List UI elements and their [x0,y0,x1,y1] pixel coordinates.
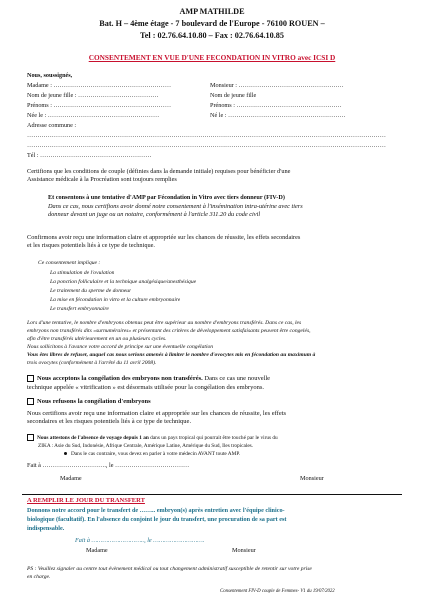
implies-item: La ponction folliculaire et la technique analgésique/anesthésique [50,279,197,285]
footer-version: Consentement FIV-D couple de Femmes- V1 du 19/07/2022 [220,589,335,594]
ps-line: PS : Veuillez signaler au centre tout évènement médical ou tout changement administratif susceptible de retentir sur votre prise [27,566,312,572]
tentative-line: Vous êtes libres de refuser, auquel cas nous serions amenés à limiter le nombre d'ovocytes mis en fécondation au maximum à [27,352,316,358]
transfer-madame-label: Madame [86,547,108,554]
certify-paragraph: Certifions que les conditions de couple (définies dans la demande initiale) requises pour bénéficier d'une Assistance médicale à la Procréation sont toujours remplies [27,168,291,184]
accept-freezing-option[interactable]: Nous acceptons la congélation des embryons non transférés. Dans ce cas une nouvelle [27,375,270,383]
address-label: Adresse commune : [27,122,77,129]
org-name: AMP MATHILDE [179,7,245,16]
refuse-freezing-option[interactable]: Nous refusons la congélation d'embryons [27,398,151,406]
address-line-2[interactable]: ………………………………………………………………………………………………………………………………………………………… [27,142,386,149]
birth-date-field-right[interactable]: Né le : ………………………………………………… [210,112,346,119]
birth-date-field-left[interactable]: Née le : ……………………………………………… [27,112,160,119]
refuse-freezing-checkbox[interactable] [27,398,34,405]
implies-heading: Ce consentement implique : [38,260,101,266]
travel-checkbox[interactable] [27,434,34,441]
implies-item: Le traitement du sperme de donneur [50,288,132,294]
monsieur-field[interactable]: Monsieur : …………………………………………… [210,82,344,89]
transfer-line-1: Donnons notre accord pour le transfert de …….. embryon(s) après entretien avec l'équipe clinico- [27,507,285,514]
travel-countries: ZIKA : Asie du Sud, Indonésie, Afrique Centrale, Amérique Latine, Amérique du Sud, Iles tropicales. [38,443,254,449]
implies-item: Le transfert embryonnaire [50,306,109,312]
ps-line: en charge. [27,574,51,580]
maiden-name-field-left[interactable]: Nom de jeune fille : ………………………………… [27,92,159,99]
signature-monsieur-label: Monsieur [300,475,324,482]
tentative-line: Nous sollicitons à l'avance votre accord de principe sur une éventuelle congélation [27,344,214,350]
transfer-place-date-field[interactable]: Fait à ……………………….., le ………………………. [75,537,205,544]
intro-text: Nous, soussignés, [27,72,73,79]
accept-freezing-detail: technique appelée « vitrification » est désormais utilisée pour la congélation des embryons. [27,384,264,391]
transfer-monsieur-label: Monsieur [232,547,256,554]
section-divider [22,494,402,495]
address-line-1[interactable]: ………………………………………………………………………………………………………………………………………………………… [27,132,386,139]
bullet-icon [64,452,67,455]
maiden-name-field-right[interactable]: Nom de jeune fille [210,92,257,99]
transfer-heading: A REMPLIR LE JOUR DU TRANSFERT [27,497,145,504]
place-date-field[interactable]: Fait à …………………………., le ……………………………… [27,462,190,469]
transfer-line-3: indispensable. [27,525,65,532]
transfer-line-2: biologique (facultatif). En l'absence du conjoint le jour du transfert, une procuration de sa part est [27,516,287,523]
org-phones: Tel : 02.76.64.10.80 – Fax : 02.76.64.10.85 [140,31,284,40]
document-title: CONSENTEMENT EN VUE D'UNE FECONDATION IN VITRO avec ICSI D [88,53,336,62]
tentative-line: Lors d'une tentative, le nombre d'embryons obtenus peut être supérieur au nombre d'embryons transférés. Dans ce cas, les [27,320,302,326]
phone-field[interactable]: Tél : ……………………………………………… [27,152,152,159]
travel-attestation[interactable]: Nous attestons de l'absence de voyage depuis 1 an dans un pays tropical qui pourrait être touché par le virus du [27,434,278,442]
tentative-line: embryons non transférés dits «surnuméraires» et présentant des critères de développement satisfaisants peuvent être congelés, [27,328,311,334]
fivd-heading: Et consentons à une tentative d'AMP par Fécondation in Vitro avec tiers donneur (FIV-D) [48,194,285,201]
tentative-line: afin d'être transférés ultérieurement en un ou plusieurs cycles. [27,336,167,342]
first-names-field-left[interactable]: Prénoms : ………………………………………………… [27,102,172,109]
information-confirmation: Confirmons avoir reçu une information claire et appropriée sur les chances de réussite, les effets secondaires et les risques potentiels liés à ce type de technique. [27,234,301,250]
signature-madame-label: Madame [60,475,82,482]
travel-note: Dans le cas contraire, vous devez en parler à votre médecin AVANT toute AMP. [64,450,240,458]
madame-field[interactable]: Madame : ………………………………………………… [27,82,172,89]
implies-item: La mise en fécondation in vitro et la culture embryonnaire [50,297,181,303]
information-confirmation-2: Nous certifions avoir reçu une information claire et appropriée sur les chances de réussite, les effets secondaires et les risques potentiels liés à ce type de technique. [27,410,287,426]
implies-item: La stimulation de l'ovulation [50,270,115,276]
first-names-field-right[interactable]: Prénoms : …………………………………………… [210,102,342,109]
fivd-details: Dans ce cas, nous certifions avoir donné notre consentement à l'insémination intra-utérine avec tiers donneur devant un juge ou un notaire, conformément à l'article 311.20 du code civil [48,203,303,219]
tentative-line: trois ovocytes (conformément à l'arrêté du 11 avril 2008). [27,360,157,366]
org-address: Bat. H – 4ème étage - 7 boulevard de l'Europe - 76100 ROUEN – [99,19,325,28]
accept-freezing-checkbox[interactable] [27,375,34,382]
